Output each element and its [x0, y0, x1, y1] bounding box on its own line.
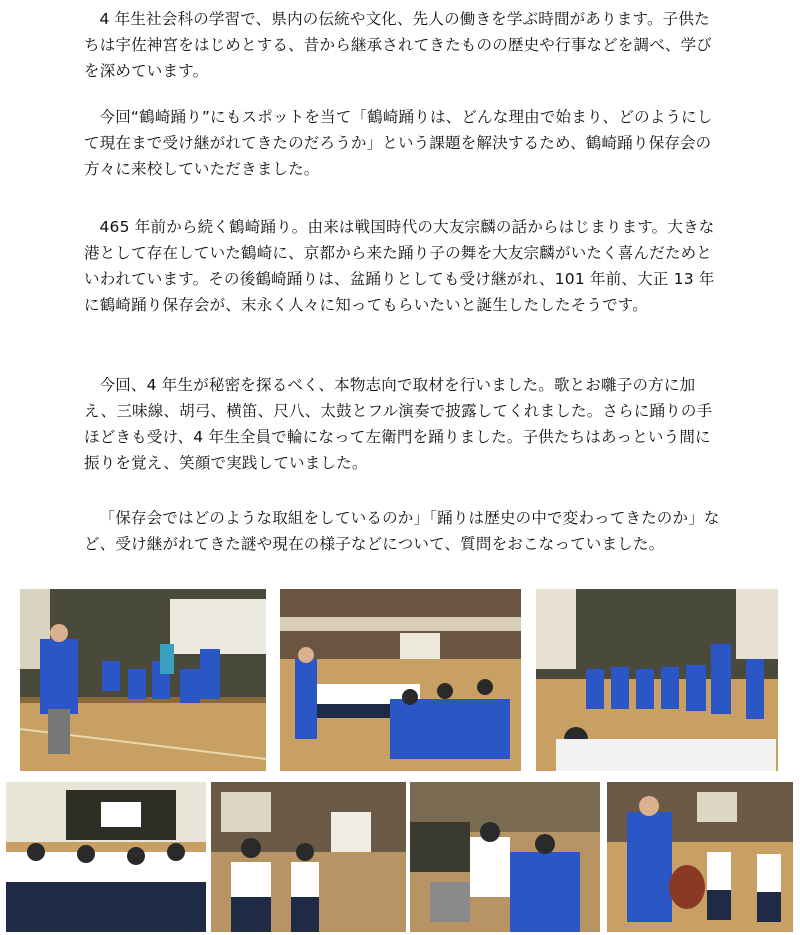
paragraph-4: [84, 372, 724, 476]
photo-students-dancing-stage: [6, 782, 206, 932]
paragraph-5: [84, 505, 724, 557]
paragraph-2: [84, 104, 724, 182]
paragraph-5-text: 「保存会ではどのような取組をしているのか」「踊りは歴史の中で変わってきたのか」など、受け継がれてきた謎や現在の様子などについて、質問をおこなっていました。: [84, 509, 720, 553]
paragraph-1: [84, 6, 724, 84]
photo-students-dancing-windows: [211, 782, 406, 932]
photo-students-interviewing: [410, 782, 600, 932]
paragraph-1-text: 4 年生社会科の学習で、県内の伝統や文化、先人の働きを学ぶ時間があります。子供たちは宇佐神宮をはじめとする、昔から継承されてきたものの歴史や行事などを調べ、学びを深めています。: [84, 10, 713, 80]
photo-performer-drum: [607, 782, 793, 932]
paragraph-3: [84, 214, 724, 318]
paragraph-2-text: 今回“鶴崎踊り”にもスポットを当て「鶴崎踊りは、どんな理由で始まり、どのようにして現在まで受け継がれてきたのだろうか」という課題を解決するため、鶴崎踊り保存会の方々に来校していただきました。: [84, 108, 713, 178]
photo-students-watching: [280, 589, 521, 771]
photo-performers-stage: [20, 589, 266, 771]
photo-musicians-row: [536, 589, 778, 771]
paragraph-3-text: 465 年前から続く鶴崎踊り。由来は戦国時代の大友宗麟の話からはじまります。大きな港として存在していた鶴崎に、京都から来た踊り子の舞を大友宗麟がいたく喜んだためといわれています。その後鶴崎踊りは、盆踊りとしても受け継がれ、101 年前、大正 13 年に鶴崎踊り保存会が、末永く人々に知ってもらいたいと誕生したしたそうです。: [84, 218, 715, 314]
paragraph-4-text: 今回、4 年生が秘密を探るべく、本物志向で取材を行いました。歌とお囃子の方に加え、三味線、胡弓、横笛、尺八、太鼓とフル演奏で披露してくれました。さらに踊りの手ほどきも受け、4 年生全員で輪になって左衛門を踊りました。子供たちはあっという間に振りを覚え、笑顔で実践していました。: [84, 376, 713, 472]
